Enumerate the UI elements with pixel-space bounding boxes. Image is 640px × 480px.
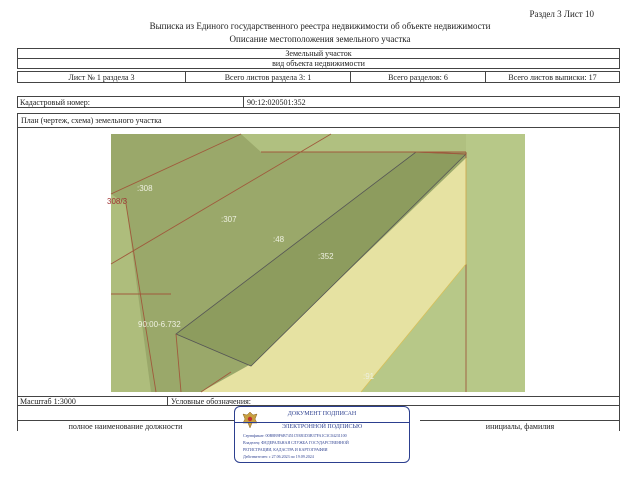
cadastral-label: Кадастровый номер: [18,97,244,107]
total-sections: Всего разделов: 6 [351,72,486,82]
document-subtitle: Описание местоположения земельного участка [229,34,411,44]
sheet-info-row [17,71,620,83]
position-line [17,420,234,421]
sheet-number: Лист № 1 раздела 3 [18,72,186,82]
stamp-owner-2: РЕГИСТРАЦИИ, КАДАСТРА И КАРТОГРАФИИ [243,447,328,452]
signature-caption: инициалы, фамилия [485,422,555,431]
stamp-line-1: ДОКУМЕНТ ПОДПИСАН [287,411,357,417]
object-type-caption-row [17,58,620,69]
position-caption: полное наименование должности [68,422,183,431]
parcel-label-91: :91 [363,372,375,381]
cadastral-number: 90:12:020501:352 [247,97,306,107]
signature-line [420,420,620,421]
plan-label: План (чертеж, схема) земельного участка [21,116,162,125]
object-type-caption: вид объекта недвижимости [272,58,365,68]
parcel-label-308: :308 [137,184,153,193]
stamp-certificate: Сертификат: 00B8B9F6B7451C93B1D3B37FA1C3C04231100 [243,433,347,438]
cadastral-row [17,96,620,108]
stamp-line-2: ЭЛЕКТРОННОЙ ПОДПИСЬЮ [235,422,409,430]
scale-legend-row [17,396,620,406]
stamp-owner: Владелец: ФЕДЕРАЛЬНАЯ СЛУЖБА ГОСУДАРСТВЕННОЙ [243,440,349,445]
zone-label: 90:00-6.732 [138,320,181,329]
parcel-top-strip [241,134,466,152]
section-page-indicator: Раздел 3 Лист 10 [529,9,594,19]
total-sheets-extract: Всего листов выписки: 17 [508,72,597,82]
legend-label: Условные обозначения: [171,396,252,406]
e-signature-stamp [234,406,410,463]
parcel-label-48: :48 [273,235,285,244]
stamp-validity: Действителен: с 27.06.2023 по 19.09.2024 [243,454,314,459]
parcel-map [107,134,525,392]
parcel-label-307: :307 [221,215,237,224]
object-type: Земельный участок [285,49,352,58]
document-title: Выписка из Единого государственного реестра недвижимости об объекте недвижимости [149,21,491,31]
parcel-label-352: :352 [318,252,334,261]
parcel-label-308-3: 308/3 [107,197,128,206]
total-sheets-section: Всего листов раздела 3: 1 [186,72,351,82]
scale-value: Масштаб 1:3000 [18,397,168,405]
